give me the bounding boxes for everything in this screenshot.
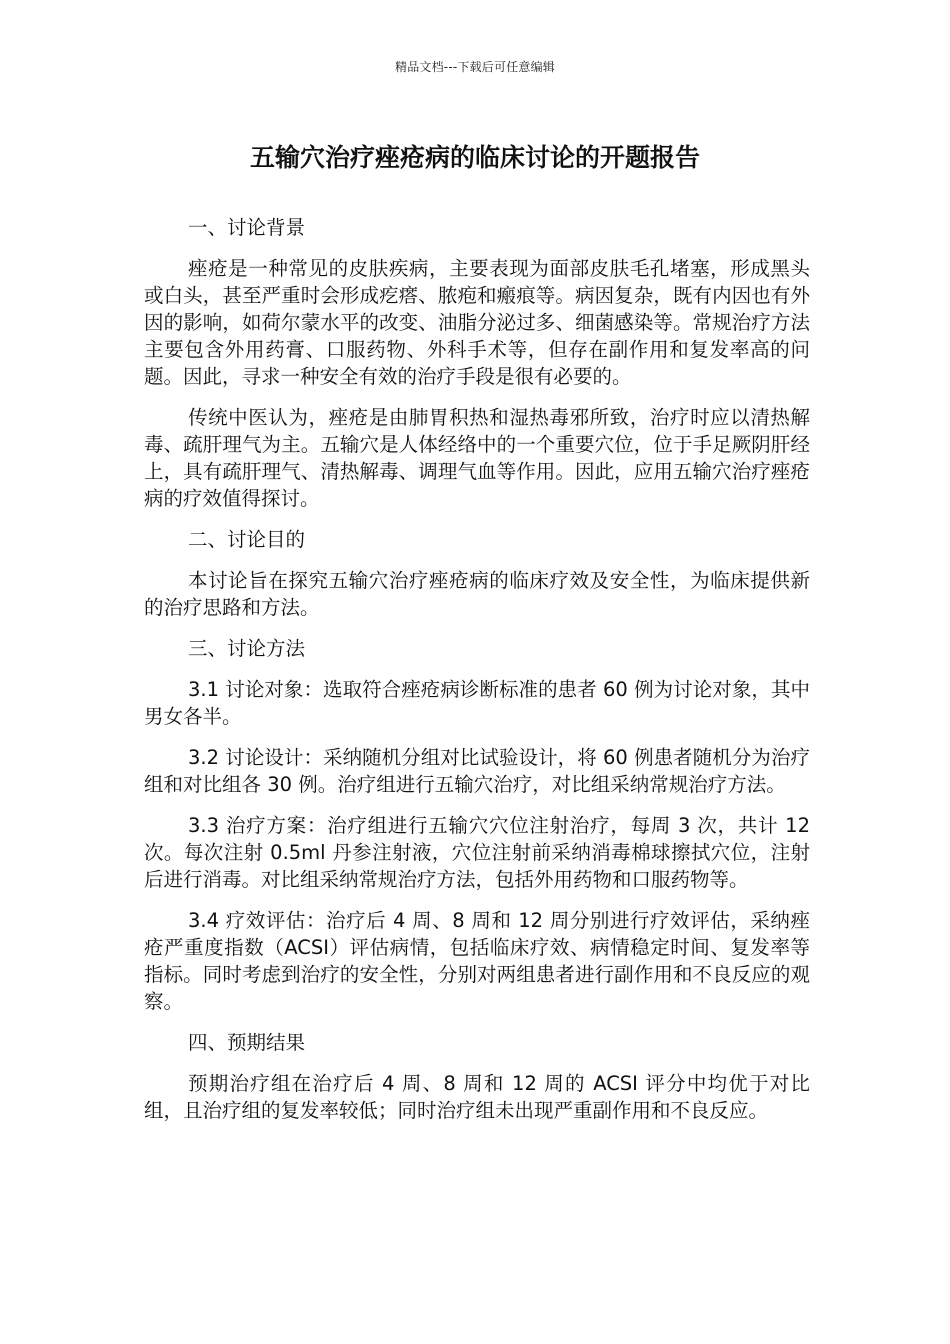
- paragraph: 预期治疗组在治疗后 4 周、8 周和 12 周的 ACSI 评分中均优于对比组，且治疗组的复发率较低；同时治疗组未出现严重副作用和不良反应。: [144, 1072, 810, 1122]
- section-heading-purpose: 二、讨论目的: [188, 528, 306, 551]
- section-heading-background: 一、讨论背景: [188, 216, 306, 239]
- paragraph: 3.1 讨论对象：选取符合痤疮病诊断标准的患者 60 例为讨论对象，其中男女各半。: [144, 678, 810, 728]
- paragraph: 痤疮是一种常见的皮肤疾病，主要表现为面部皮肤毛孔堵塞，形成黑头或白头，甚至严重时会形成疙瘩、脓疱和瘢痕等。病因复杂，既有内因也有外因的影响，如荷尔蒙水平的改变、油脂分泌过多、细菌感染等。常规治疗方法主要包含外用药膏、口服药物、外科手术等，但存在副作用和复发率高的问题。因此，寻求一种安全有效的治疗手段是很有必要的。: [144, 257, 810, 388]
- paragraph: 本讨论旨在探究五输穴治疗痤疮病的临床疗效及安全性，为临床提供新的治疗思路和方法。: [144, 569, 810, 619]
- paragraph: 传统中医认为，痤疮是由肺胃积热和湿热毒邪所致，治疗时应以清热解毒、疏肝理气为主。五输穴是人体经络中的一个重要穴位，位于手足厥阴肝经上，具有疏肝理气、清热解毒、调理气血等作用。因此，应用五输穴治疗痤疮病的疗效值得探讨。: [144, 406, 810, 510]
- document-body: [144, 214, 810, 1138]
- paragraph: 3.2 讨论设计：采纳随机分组对比试验设计，将 60 例患者随机分为治疗组和对比组各 30 例。治疗组进行五输穴治疗，对比组采纳常规治疗方法。: [144, 746, 810, 796]
- paragraph: 3.3 治疗方案：治疗组进行五输穴穴位注射治疗，每周 3 次，共计 12 次。每次注射 0.5ml 丹参注射液，穴位注射前采纳消毒棉球擦拭穴位，注射后进行消毒。对比组采纳常规治疗方法，包括外用药物和口服药物等。: [144, 814, 810, 891]
- paragraph: 3.4 疗效评估：治疗后 4 周、8 周和 12 周分别进行疗效评估，采纳痤疮严重度指数（ACSI）评估病情，包括临床疗效、病情稳定时间、复发率等指标。同时考虑到治疗的安全性，分别对两组患者进行副作用和不良反应的观察。: [144, 909, 810, 1013]
- document-title: 五输穴治疗痤疮病的临床讨论的开题报告: [249, 143, 700, 172]
- section-heading-expected-results: 四、预期结果: [188, 1031, 306, 1054]
- header-watermark: 精品文档---下载后可任意编辑: [395, 60, 555, 74]
- section-heading-methods: 三、讨论方法: [188, 637, 306, 660]
